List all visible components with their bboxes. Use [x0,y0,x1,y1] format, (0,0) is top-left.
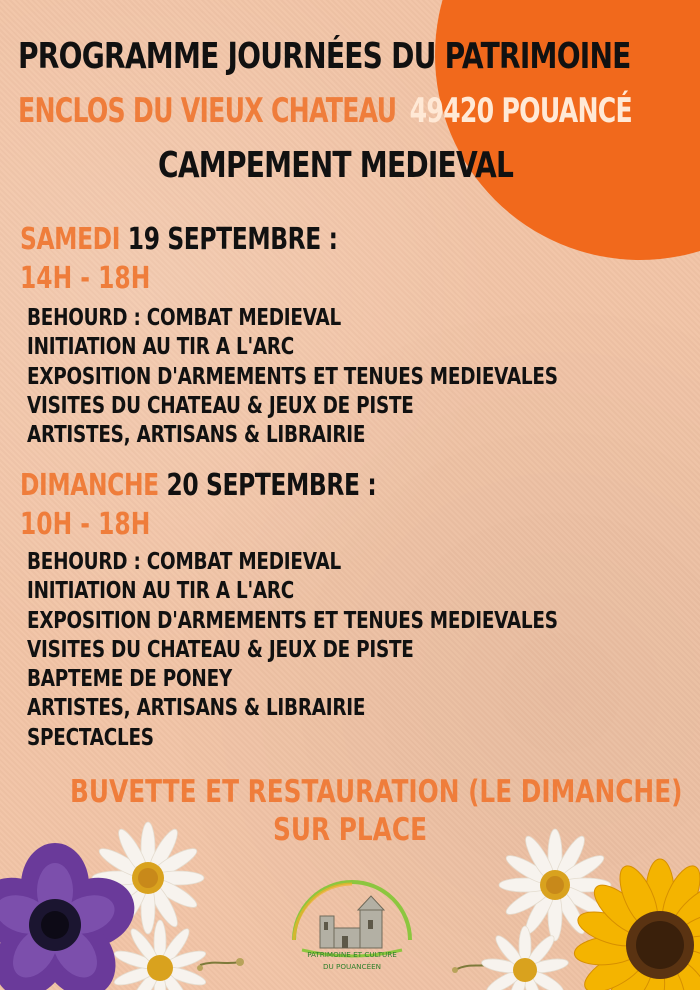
activity-item: BEHOURD : COMBAT MEDIEVAL [27,549,341,575]
saturday-day-name: SAMEDI [20,222,121,257]
saturday-date: 19 SEPTEMBRE : [127,222,338,257]
refreshments-line-2: SUR PLACE [272,812,428,848]
sunday-date: 20 SEPTEMBRE : [166,468,377,503]
activity-item: ARTISTES, ARTISANS & LIBRAIRIE [27,422,366,449]
refreshments-line-1: BUVETTE ET RESTAURATION (LE DIMANCHE) [70,774,683,810]
logo-caption-line-2: DU POUANCÉEN [322,962,382,971]
white-daisy-icon [112,920,207,990]
sunday-day-name: DIMANCHE [20,468,159,503]
activity-item: INITIATION AU TIR A L'ARC [27,578,295,605]
venue-postal-town: 49420 POUANCÉ [409,91,632,131]
saturday-activity-list [27,304,690,450]
activity-item: VISITES DU CHATEAU & JEUX DE PISTE [27,636,414,663]
sunday-heading [20,468,376,503]
activity-item: VISITES DU CHATEAU & JEUX DE PISTE [27,392,414,419]
activity-item: INITIATION AU TIR A L'ARC [27,334,295,361]
event-subtitle: CAMPEMENT MEDIEVAL [158,145,514,186]
logo-caption-line-1: PATRIMOINE ET CULTURE [307,950,397,959]
activity-item: BAPTEME DE PONEY [27,666,232,693]
activity-item: EXPOSITION D'ARMEMENTS ET TENUES MEDIEVALES [27,607,558,634]
venue-line [18,91,632,131]
activity-item: ARTISTES, ARTISANS & LIBRAIRIE [27,695,366,722]
sunday-hours: 10H - 18H [20,507,151,542]
page-title: PROGRAMME JOURNÉES DU PATRIMOINE [18,36,631,77]
saturday-hours: 14H - 18H [20,261,151,296]
activity-item: EXPOSITION D'ARMEMENTS ET TENUES MEDIEVALES [27,363,558,390]
venue-name: ENCLOS DU VIEUX CHATEAU [18,91,397,131]
activity-item: SPECTACLES [27,724,154,751]
saturday-heading [20,222,338,257]
sunday-activity-list [27,548,690,753]
activity-item: BEHOURD : COMBAT MEDIEVAL [27,305,341,331]
